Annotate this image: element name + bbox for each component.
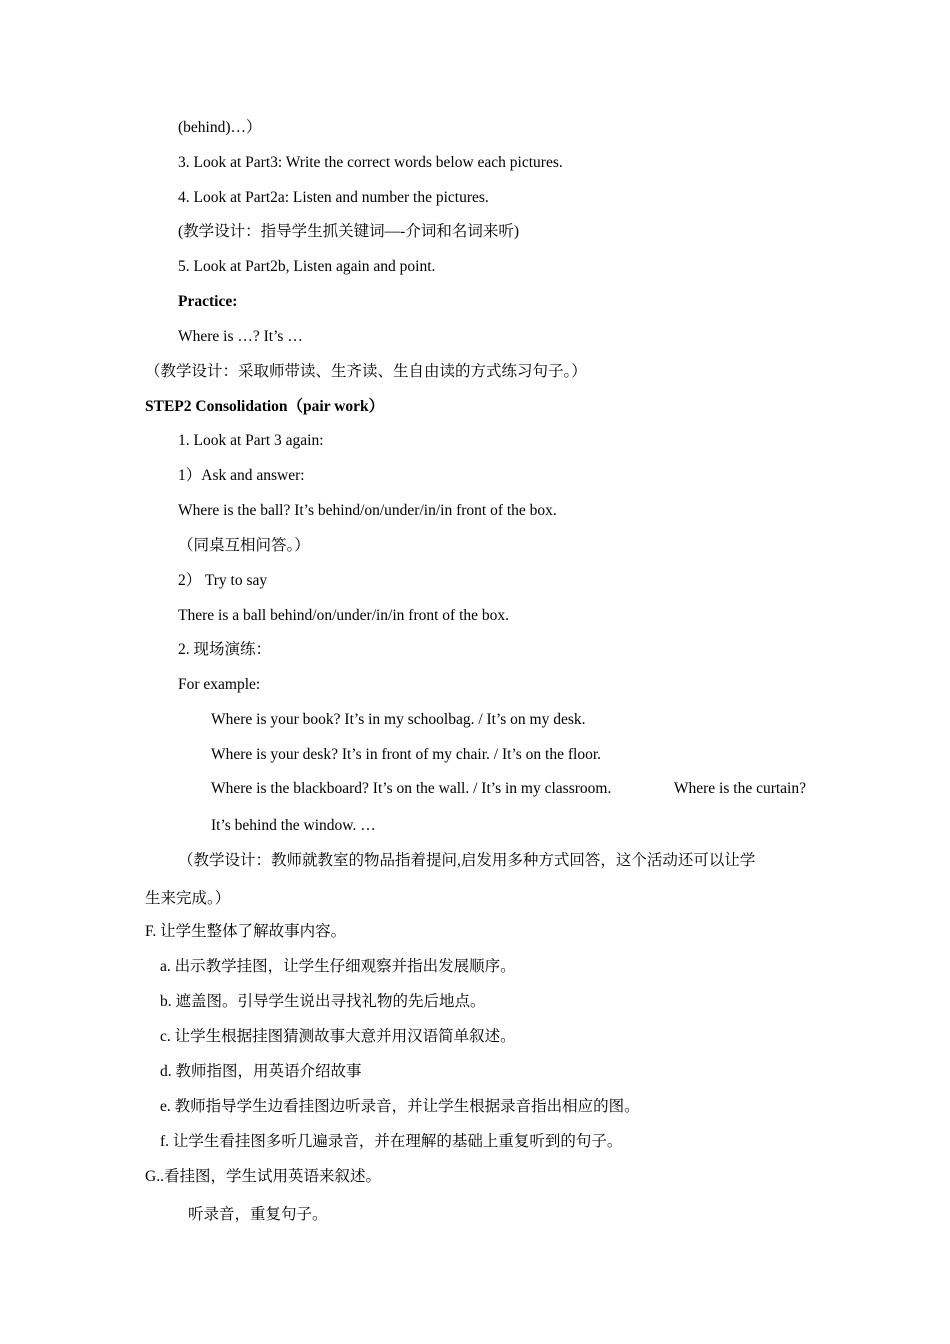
example-line-blackboard-a: Where is the blackboard? It’s on the wall. / It’s in my classroom. (211, 780, 612, 797)
text-line-design-note-1: (教学设计：指导学生抓关键词—-介词和名词来听) (178, 223, 519, 240)
example-line-desk: Where is your desk? It’s in front of my chair. / It’s on the floor. (211, 746, 601, 763)
text-line-design-note-2: （教学设计：采取师带读、生齐读、生自由读的方式练习句子。） (145, 363, 587, 380)
heading-step2: STEP2 Consolidation（pair work） (145, 398, 385, 415)
text-line-part2a: 4. Look at Part2a: Listen and number the pictures. (178, 189, 489, 206)
text-line-ask-answer: 1）Ask and answer: (178, 467, 305, 484)
list-item-d: d. 教师指图，用英语介绍故事 (160, 1063, 362, 1080)
list-item-c: c. 让学生根据挂图猜测故事大意并用汉语简单叙述。 (160, 1028, 516, 1045)
example-line-blackboard (211, 779, 806, 799)
text-line-part3: 3. Look at Part3: Write the correct words below each pictures. (178, 154, 563, 171)
text-line-there-is: There is a ball behind/on/under/in/in front of the box. (178, 607, 510, 624)
list-item-f: f. 让学生看挂图多听几遍录音，并在理解的基础上重复听到的句子。 (160, 1133, 623, 1150)
list-item-a: a. 出示教学挂图，让学生仔细观察并指出发展顺序。 (160, 958, 516, 975)
text-line-section-g: G..看挂图，学生试用英语来叙述。 (145, 1168, 381, 1185)
text-line-part2b: 5. Look at Part2b, Listen again and point. (178, 258, 436, 275)
example-line-window: It’s behind the window. … (211, 817, 376, 834)
text-line-behind: (behind)…） (178, 119, 262, 136)
example-line-book: Where is your book? It’s in my schoolbag. / It’s on my desk. (211, 711, 586, 728)
text-line-practice-live: 2. 现场演练： (178, 641, 272, 658)
list-item-e: e. 教师指导学生边看挂图边听录音，并让学生根据录音指出相应的图。 (160, 1098, 640, 1115)
list-item-b: b. 遮盖图。引导学生说出寻找礼物的先后地点。 (160, 993, 486, 1010)
heading-practice: Practice: (178, 293, 238, 310)
text-line-pair-note: （同桌互相问答。） (178, 537, 310, 554)
text-line-look-part3: 1. Look at Part 3 again: (178, 432, 324, 449)
text-line-design-note-3: （教学设计：教师就教室的物品指着提问,启发用多种方式回答，这个活动还可以让学 (178, 852, 756, 869)
text-line-where-is: Where is …? It’s … (178, 328, 303, 345)
text-line-try-say: 2） Try to say (178, 572, 268, 589)
text-line-section-f: F. 让学生整体了解故事内容。 (145, 923, 347, 940)
example-line-blackboard-b: Where is the curtain? (673, 780, 806, 797)
text-line-listen-repeat: 听录音，重复句子。 (188, 1206, 328, 1223)
text-line-design-note-3-cont: 生来完成。） (145, 890, 231, 907)
text-line-where-ball: Where is the ball? It’s behind/on/under/in/in front of the box. (178, 502, 557, 519)
text-line-for-example: For example: (178, 676, 261, 693)
